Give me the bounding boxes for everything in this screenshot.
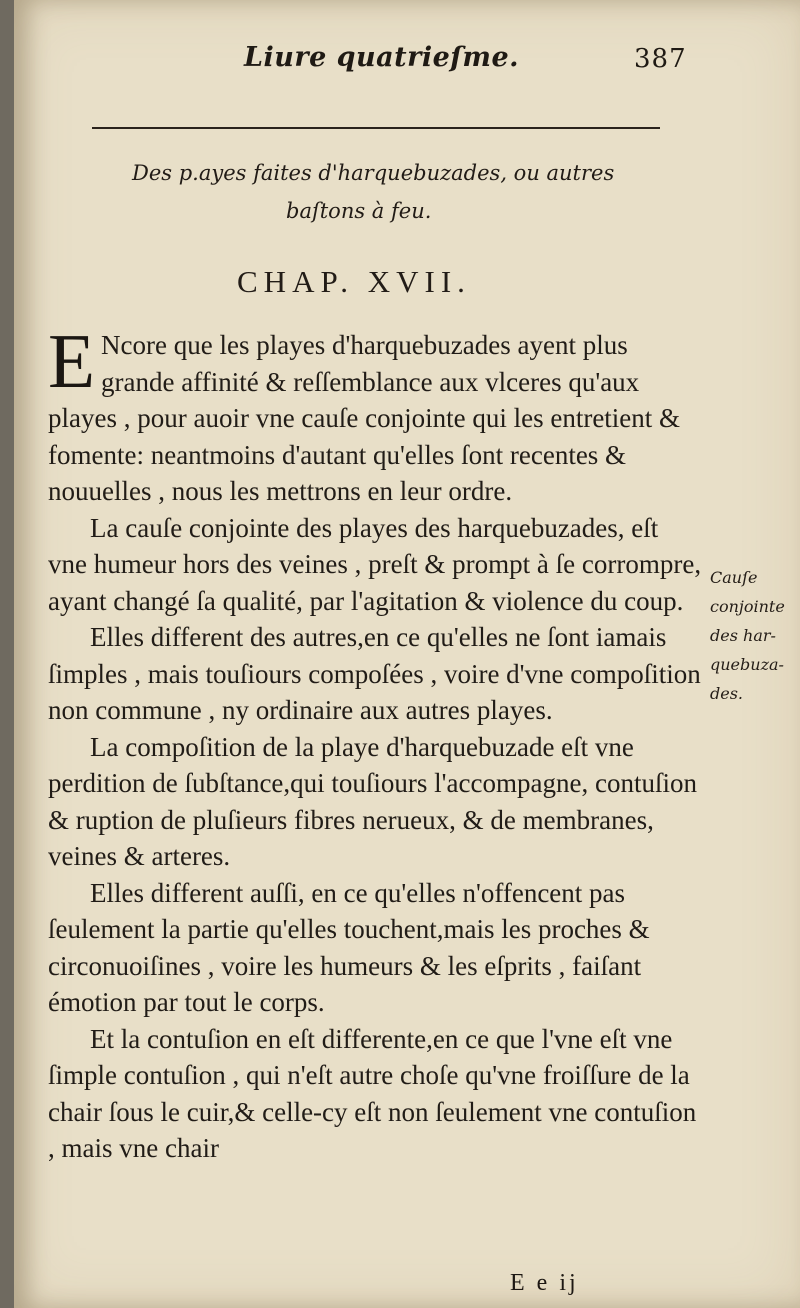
- body-text: [48, 318, 703, 1167]
- paragraph-6: Et la contuſion en eſt differente,en ce que l'vne eſt vne ſimple contuſion , qui n'eſt autre choſe qu'vne froiſſure de la chair ſous le cuir,& celle-cy eſt non ſeulement vne contuſion , mais vne chair: [48, 1023, 697, 1163]
- paragraph-1-text: Ncore que les playes d'harquebuzades ayent plus grande affinité & reſſemblance aux vlceres qu'aux playes , pour auoir vne cauſe conjointe qui les entretient & fomente: neantmoins d'autant qu'elles ſont recentes & nouuelles , nous les mettrons en leur ordre.: [48, 330, 681, 506]
- drop-cap: E: [48, 318, 96, 404]
- paragraph-3: Elles different des autres,en ce qu'elles ne ſont iamais ſimples , mais touſiours compoſées , voire d'vne compoſition non commune , ny ordinaire aux autres playes.: [48, 622, 701, 725]
- running-head: Liure quatrieſme.: [244, 42, 520, 73]
- chapter-title: [132, 154, 632, 230]
- chapter-title-line-2: baſtons à feu.: [286, 199, 432, 223]
- paragraph-4: La compoſition de la playe d'harquebuzade eſt vne perdition de ſubſtance,qui touſiours l'accompagne, contuſion & ruption de pluſieurs fibres nerueux, & de membranes, veines & arteres.: [48, 731, 697, 871]
- paragraph-5: Elles different auſſi, en ce qu'elles n'offencent pas ſeulement la partie qu'elles touchent,mais les proches & circonuoiſines , voire les humeurs & les eſprits , faiſant émotion par tout le corps.: [48, 877, 650, 1017]
- header-rule: [92, 127, 660, 129]
- book-page: [14, 0, 800, 1308]
- page-number: 387: [634, 44, 687, 74]
- paragraph-2: La cauſe conjointe des playes des harquebuzades, eſt vne humeur hors des veines , preſt & prompt à ſe corrompre, ayant changé ſa qualité, par l'agitation & violence du coup.: [48, 512, 702, 616]
- chapter-number: CHAP. XVII.: [237, 264, 471, 299]
- chapter-title-line-1: Des p.ayes faites d'harquebuzades, ou autres: [132, 161, 615, 185]
- catchword: E e ij: [510, 1270, 579, 1296]
- marginal-note: Cauſe conjointe des har- quebuza- des.: [710, 568, 785, 703]
- page-header: [14, 42, 800, 90]
- paragraph-1: [48, 318, 703, 510]
